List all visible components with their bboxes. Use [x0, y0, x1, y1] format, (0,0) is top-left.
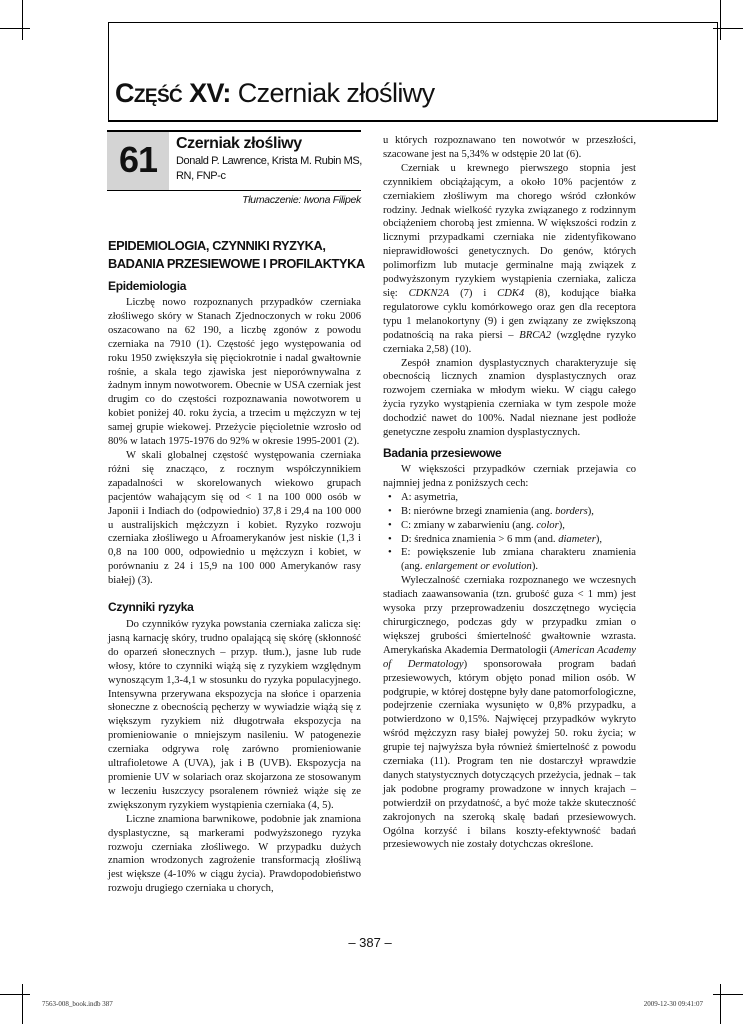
part-divider [108, 120, 718, 122]
footer-timestamp: 2009-12-30 09:41:07 [643, 1000, 703, 1008]
text-run: ) sponsorowała program badań przesiewowych, którym objęto ponad milion osób. W podgrupie, w której dostępne były dane patomorfologiczne, podejrzenie czerniaka wysunięto w 0,8% przypadku, a potwierdzono w 0,15%. Najwięcej przypadków wykryto wśród mężczyzn rasy białej powyżej 50. roku życia; w grupie tej najwyższa była również śmiertelność z powodu czerniaka (11). Program ten nie dostarczył wprawdzie danych statystycznych dotyczących przeżycia, jednak – tak jak podobne programy prowadzone w innych krajach – potwierdził on przydatność, a być może także skuteczność zakrojonych na szeroką skalę badań przesiewowych. Ogólna korzyść i bilans koszty-efektywność badań przesiewowych nie zostały dotychczas określone. [383, 658, 637, 851]
paragraph: W większości przypadków czerniak przejawia co najmniej jedna z poniższych cech: [383, 464, 636, 489]
bullet-icon: • [388, 519, 392, 531]
list-item [383, 491, 636, 505]
paragraph [383, 162, 636, 357]
footer-file: 7563-008_book.indb 387 [42, 1000, 113, 1008]
gene-name: CDK4 [497, 287, 525, 299]
paragraph: W skali globalnej częstość występowania czerniaka różni się znacząco, z rocznym współczynnikiem zapadalności w skorelowanych wiekowo grupach pacjentów wahającym się od < 1 na 100 000 osób w Japonii i Indiach do (odpowiednio) 37,8 i 29,4 na 100 000 u australijskich mężczyzn i kobiet. Ryzyko rozwoju czerniaka złośliwego u Afroamerykanów jest niskie (1,3 i 0,8 na 100 000, odpowiednio u mężczyzn i kobiet, w porównaniu z 24 i 15,9 na 100 000 Amerykanów rasy białej) (3). [108, 449, 361, 587]
text-run: ), [587, 505, 594, 517]
crop-mark [713, 994, 743, 995]
chapter-title: Czerniak złośliwy [176, 135, 302, 152]
gene-name: BRCA2 [519, 329, 552, 341]
abcde-list [383, 491, 636, 574]
part-label: Część XV: [115, 78, 231, 108]
bullet-icon: • [388, 547, 392, 559]
epidemiology-heading: Epidemiologia [108, 279, 187, 293]
crop-mark [22, 984, 23, 1024]
chapter-authors: Donald P. Lawrence, Krista M. Rubin MS, RN, FNP-c [176, 155, 362, 182]
bullet-icon: • [388, 505, 392, 517]
text-run: (7) i [449, 287, 498, 299]
list-item [383, 505, 636, 519]
text-run: D: średnica znamienia > 6 mm (and. [401, 533, 559, 545]
list-item [383, 546, 636, 574]
text-run: ), [558, 519, 565, 531]
crop-mark [0, 28, 30, 29]
text-run: C: zmiany w zabarwieniu (ang. [401, 519, 537, 531]
translation-credit: Tłumaczenie: Iwona Filipek [242, 194, 361, 206]
risk-factors-heading: Czynniki ryzyka [108, 600, 194, 614]
chapter-divider-bottom [107, 190, 361, 191]
crop-mark [720, 984, 721, 1024]
left-column-epidemiology [108, 296, 361, 588]
bullet-icon: • [388, 533, 392, 545]
paragraph: Liczne znamiona barwnikowe, podobnie jak znamiona dysplastyczne, są markerami podwyższonego ryzyka rozwoju czerniaka złośliwego. W przypadku dużych znamion wrodzonych zagrożenie transformacją złośliwą jest większe (4-10% w ciągu życia). Prawdopodobieństwo rozwoju drugiego czerniaka u chorych, [108, 813, 361, 895]
text-run: A: asymetria, [401, 491, 459, 503]
english-term: diameter [558, 533, 596, 545]
text-run: Wyleczalność czerniaka rozpoznanego we wczesnych stadiach zaawansowania (tzn. grubość guza < 1 mm) jest wysoka przy przeprowadzeniu doszczętnego wycięcia chirurgicznego, podczas gdy w przypadku zmian o większej grubości śmiertelność gwałtownie wzrasta. Amerykańska Akademia Dermatologii ( [383, 575, 636, 656]
left-column-risk [108, 618, 361, 896]
english-term: enlargement or evolution [425, 561, 532, 573]
text-run: (8), kodujące białka regulatorowe cyklu komórkowego oraz gen dla receptora typu 1 melanokortyny (9) i gen związany ze zwiększoną podatnością na raka piersi – [383, 287, 636, 341]
organization-name: American Academy of Dermatology [383, 644, 637, 670]
crop-mark [22, 0, 23, 40]
page-number: – 387 – [348, 935, 392, 950]
right-column-risk [383, 134, 636, 440]
crop-mark [0, 994, 30, 995]
screening-heading: Badania przesiewowe [383, 446, 502, 460]
text-run: Czerniak u krewnego pierwszego stopnia jest czynnikiem obciążającym, a około 10% pacjentów z czerniakiem złośliwym ma chorego wśród członków rodziny. Jednak wielkość ryzyka związanego z rodzinnym obciążeniem chorobą jest zmienna. W większości rodzin z licznymi przypadkami czerniaka nie zidentyfikowano nieprawidłowości genetycznych. Do genów, których polimorfizm lub mutacje germinalne mają związek z podwyższonym ryzykiem wystąpienia czerniaka, zalicza się: [383, 162, 636, 299]
paragraph: Liczbę nowo rozpoznanych przypadków czerniaka złośliwego skóry w Stanach Zjednoczonych w roku 2006 oszacowano na 62 190, a liczbę zgonów z powodu czerniaka na 7910 (1). Częstość jego występowania od roku 1950 zwiększyła się pięciokrotnie i nadal gwałtownie rośnie, a skala tego zjawiska jest nieporównywalna z żadnym innym nowotworem. Obecnie w USA czerniak jest drugim co do częstości rozpoznawania nowotworem u kobiet poniżej 40. roku życia, a trzecim u mężczyzn w tej samej grupie wiekowej. Przeżycie pięcioletnie wzrosło od 80% w latach 1975-1976 do 92% w okresie 1995-2001 (2). [108, 297, 361, 448]
paragraph: Do czynników ryzyka powstania czerniaka zalicza się: jasną karnację skóry, trudno opalającą się skórę (skłonność do oparzeń słonecznych – przyp. tłum.), jasne lub rude włosy, które to czynniki wiążą się z ryzykiem względnym wynoszącym 1,3-4,1 w stosunku do ryzyka populacyjnego. Intensywna przerywana ekspozycja na słońce i oparzenia słoneczne z obecnością pęcherzy w wywiadzie wiążą się z większym ryzykiem niż długotrwała ekspozycja na promieniowanie o mniejszym nasileniu. W patogenezie czerniaka odgrywa rolę zarówno promieniowanie ultrafioletowe A (UVA), jak i B (UVB). Ekspozycja na promienie UV w solariach oraz skojarzona ze stosowanym w leczeniu łuszczycy psoralenem również wiąże się ze zwiększonym ryzykiem wystąpienia czerniaka (4, 5). [108, 619, 361, 811]
right-column-screening [383, 463, 636, 852]
paragraph: Zespół znamion dysplastycznych charakteryzuje się obecnością licznych znamion dysplastycznych oraz rozwojem czerniaka w młodym wieku. W ciągu całego życia ryzyko wystąpienia czerniaka w tym zespole może dochodzić nawet do 100%. Nadal nieznane jest podłoże genetyczne zespołu znamion dysplastycznych. [383, 357, 636, 439]
text-run: E: powiększenie lub zmiana charakteru znamienia (ang. [401, 547, 636, 573]
text-run: (względne ryzyko czerniaka 2,58) (10). [383, 329, 636, 355]
text-run: ). [531, 561, 539, 573]
paragraph [383, 574, 636, 852]
english-term: color [536, 519, 559, 531]
part-title [115, 78, 435, 109]
paragraph: u których rozpoznawano ten nowotwór w przeszłości, szacowane jest na 5,34% w odstępie 20 lat (6). [383, 135, 636, 160]
bullet-icon: • [388, 491, 392, 503]
section-heading: EPIDEMIOLOGIA, CZYNNIKI RYZYKA, BADANIA PRZESIEWOWE I PROFILAKTYKA [108, 238, 365, 271]
english-term: borders [555, 505, 588, 517]
list-item [383, 533, 636, 547]
gene-name: CDKN2A [408, 287, 450, 299]
part-name: Czerniak złośliwy [237, 78, 435, 108]
chapter-number: 61 [107, 132, 169, 190]
crop-mark [720, 0, 721, 40]
text-run: B: nierówne brzegi znamienia (ang. [401, 505, 556, 517]
text-run: ), [595, 533, 603, 545]
list-item [383, 519, 636, 533]
